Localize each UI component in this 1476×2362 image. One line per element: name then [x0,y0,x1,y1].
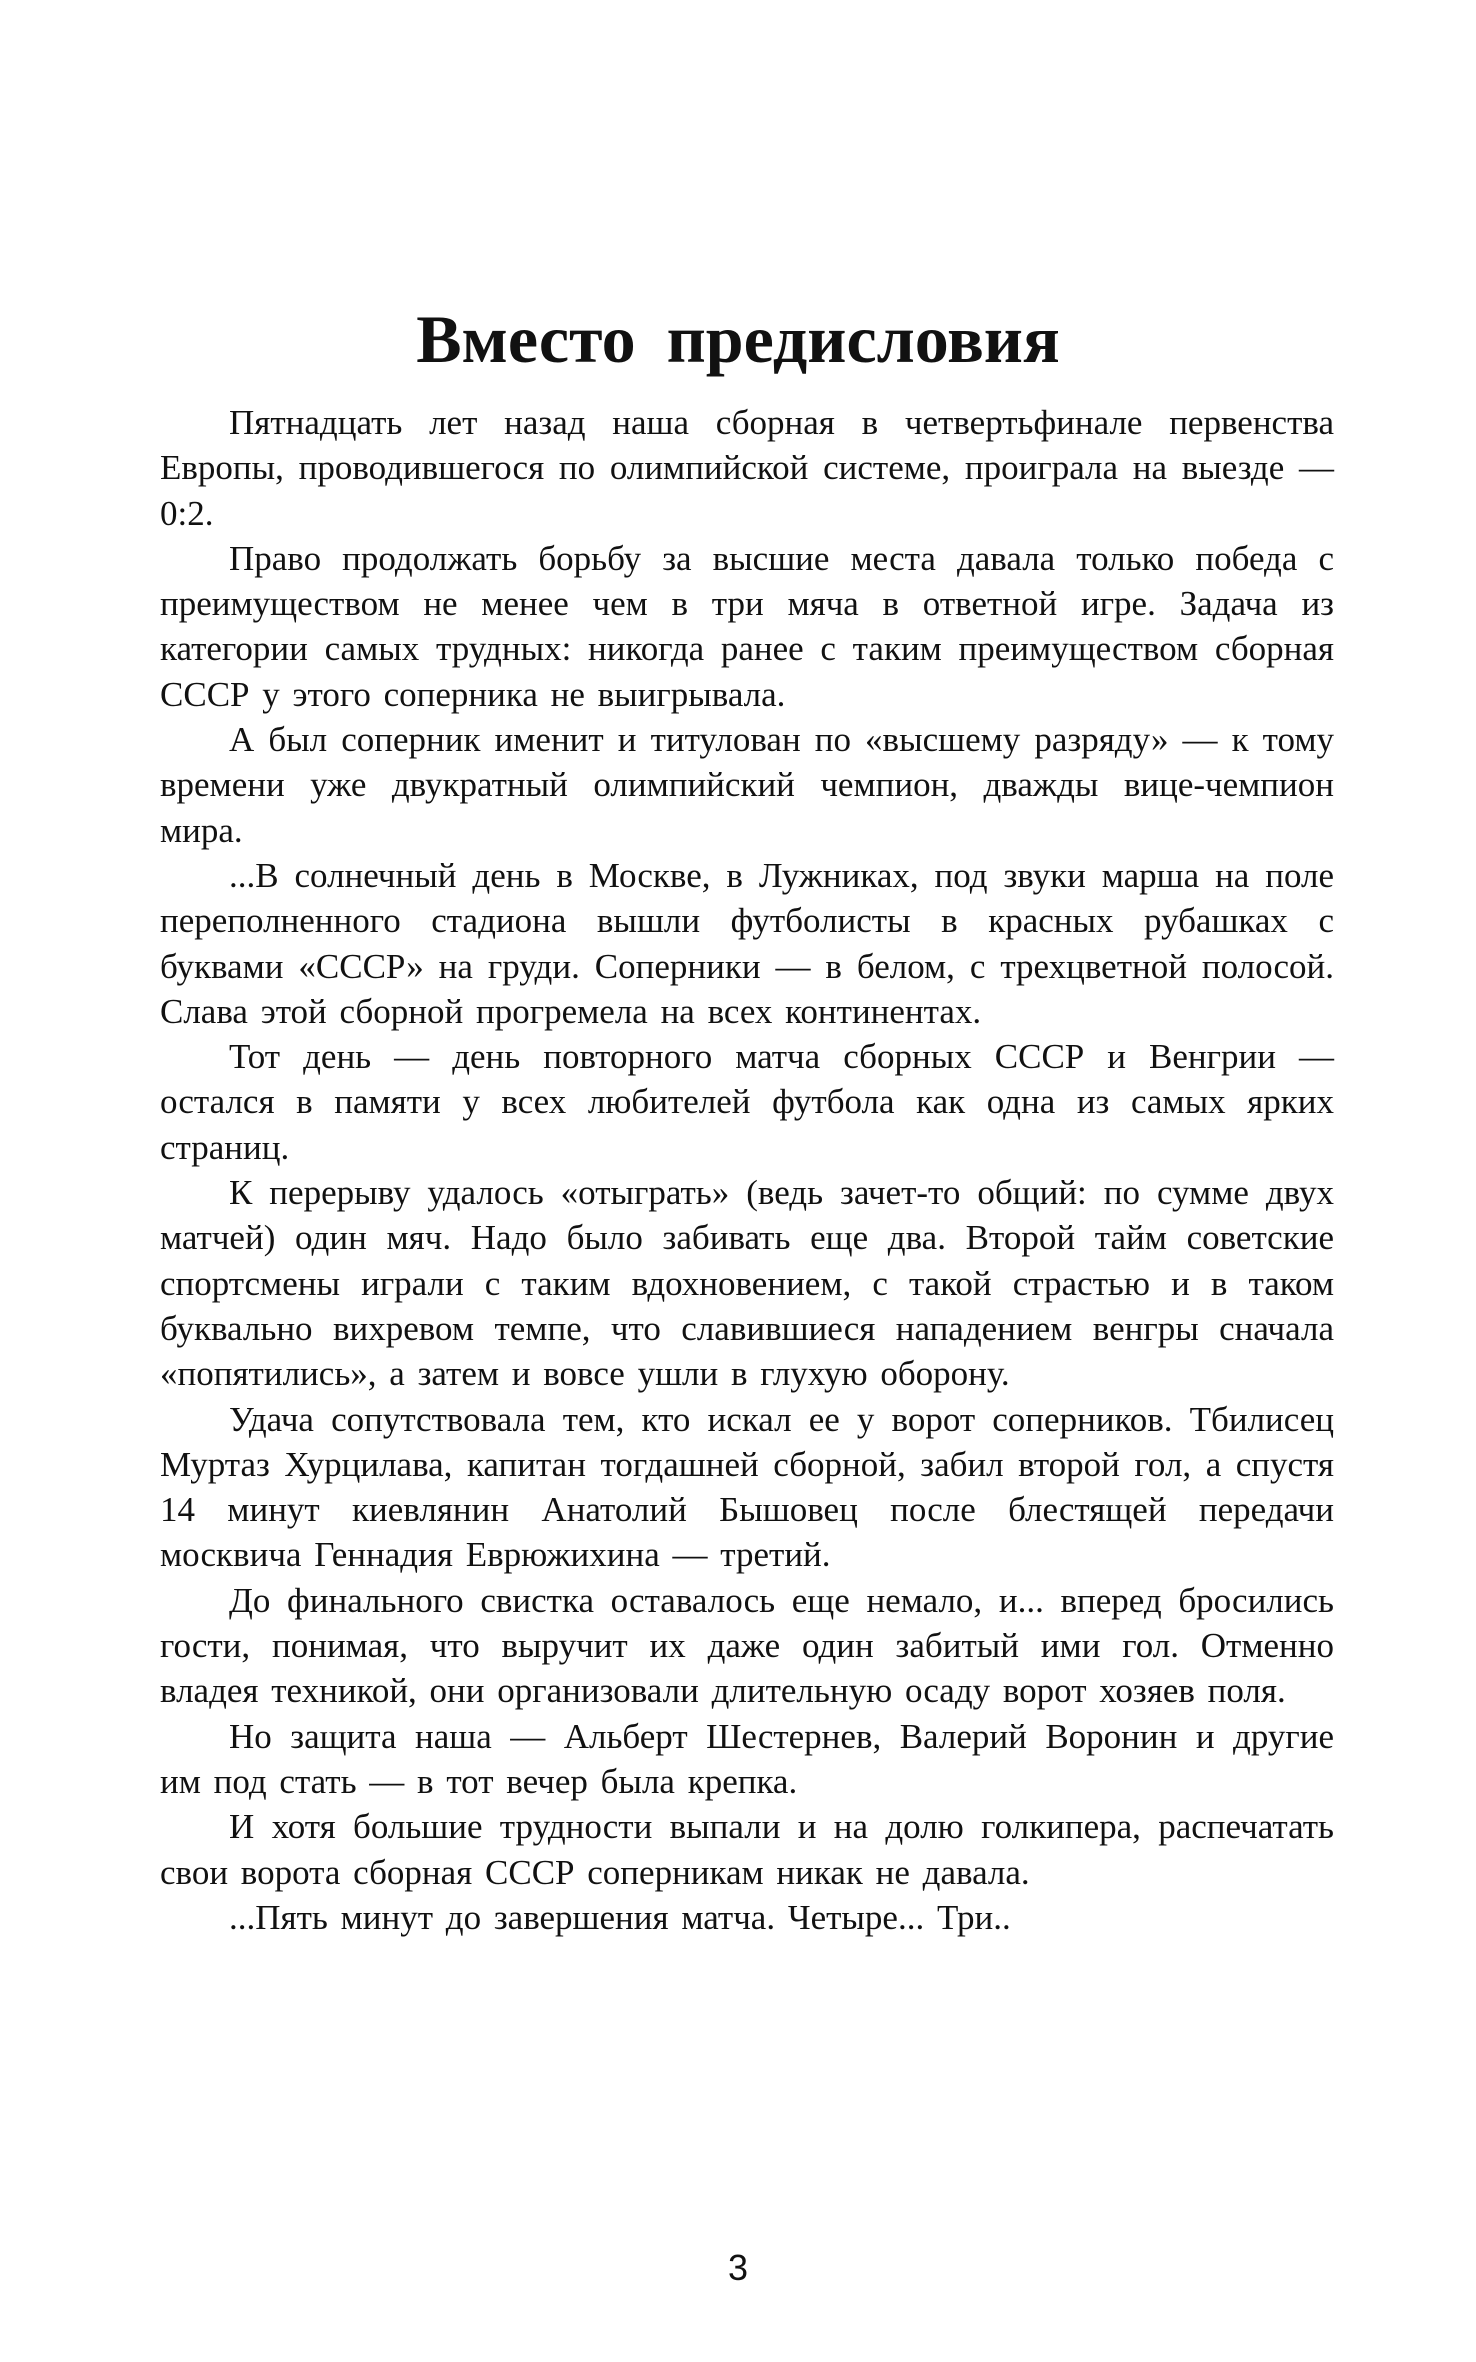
paragraph: К перерыву удалось «отыграть» (ведь зачет-то общий: по сумме двух матчей) один мяч. Надо было забивать еще два. Второй тайм советские спортсмены играли с таким вдохновением, с такой страстью и в таком буквально вихревом темпе, что славившиеся нападением венгры сначала «попятились», а затем и вовсе ушли в глухую оборону. [160,1173,1334,1394]
paragraph: Но защита наша — Альберт Шестернев, Валерий Воронин и другие им под стать — в тот вечер была крепка. [160,1716,1334,1801]
chapter-title: Вместо предисловия [416,301,1060,377]
paragraph: ...В солнечный день в Москве, в Лужниках, под звуки марша на поле переполненного стадиона вышли футболисты в красных рубашках с буквами «СССР» на груди. Соперники — в белом, с трехцветной полосой. Слава этой сборной прогремела на всех континентах. [160,855,1334,1031]
paragraph: ...Пять минут до завершения матча. Четыре... Три.. [229,1897,1011,1937]
paragraph: Пятнадцать лет назад наша сборная в четвертьфинале первенства Европы, проводившегося по олимпийской системе, проиграла на выезде — 0:2. [160,403,1334,533]
paragraph: Право продолжать борьбу за высшие места давала только победа с преимуществом не менее чем в три мяча в ответной игре. Задача из категории самых трудных: никогда ранее с таким преимуществом сборная СССР у этого соперника не выигрывала. [160,538,1334,714]
paragraph: А был соперник именит и титулован по «высшему разряду» — к тому времени уже двукратный олимпийский чемпион, дважды вице-чемпион мира. [160,720,1334,850]
page-number: 3 [727,2247,749,2288]
paragraph: До финального свистка оставалось еще немало, и... вперед бросились гости, понимая, что выручит их даже один забитый ими гол. Отменно владея техникой, они организовали длительную осаду ворот хозяев поля. [160,1580,1334,1711]
chapter-body [160,400,1334,1940]
paragraph: Тот день — день повторного матча сборных СССР и Венгрии — остался в памяти у всех любителей футбола как одна из самых ярких страниц. [160,1037,1334,1167]
paragraph: Удача сопутствовала тем, кто искал ее у ворот соперников. Тбилисец Муртаз Хурцилава, капитан тогдашней сборной, забил второй гол, а спустя 14 минут киевлянин Анатолий Бышовец после блестящей передачи москвича Геннадия Еврюжихина — третий. [160,1399,1334,1575]
paragraph: И хотя большие трудности выпали и на долю голкипера, распечатать свои ворота сборная СССР соперникам никак не давала. [160,1807,1334,1892]
